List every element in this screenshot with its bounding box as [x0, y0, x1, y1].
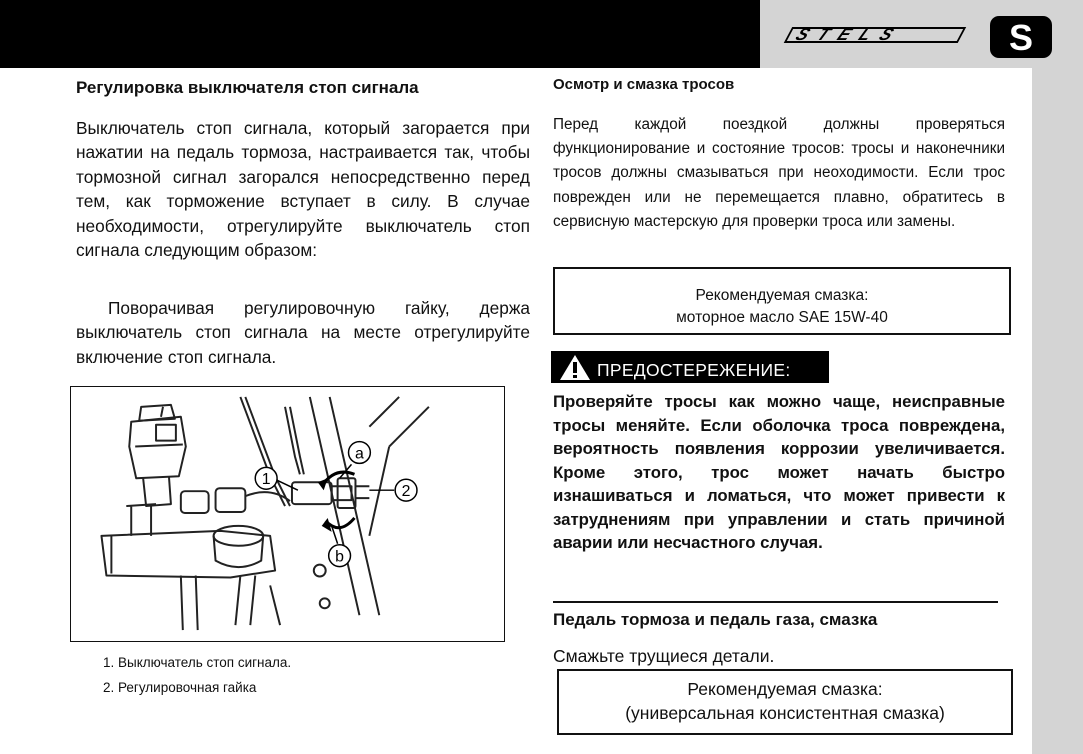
svg-text:STELS: STELS [792, 25, 908, 44]
brake-switch-drawing [71, 387, 504, 641]
warning-banner [551, 351, 829, 383]
pedal-lubrication-paragraph: Смажьте трущиеся детали. [553, 646, 775, 666]
callout-b: b [335, 548, 345, 566]
brand-logo-area [760, 0, 1083, 68]
stels-logo [760, 0, 1083, 68]
callout-2: 2 [401, 483, 411, 501]
brake-switch-paragraph: Выключатель стоп сигнала, который загорается при нажатии на педаль тормоза, настраивается так, чтобы тормозной сигнал загорался непосредственно перед тем, как торможение вступает в силу. В случае необходимости, отрегулируйте выключатель стоп сигнала следующим образом: [76, 118, 530, 261]
callout-1: 1 [261, 471, 271, 489]
lube-box-2-line1: Рекомендуемая смазка: [687, 679, 883, 699]
lube-box-1-line1: Рекомендуемая смазка: [695, 287, 869, 304]
side-strip [1032, 68, 1083, 754]
warning-text: Проверяйте тросы как можно чаще, неисправные тросы меняйте. Если оболочка троса повреждена, вероятность появления коррозии увеличивается. Кроме этого, трос может начать быстро изнашиваться и ломаться, что может привести к затруднениям при управлении и стать причиной аварии или несчастного случая. [553, 392, 1005, 552]
header-bar [0, 0, 760, 68]
cable-inspection-paragraph: Перед каждой поездкой должны проверяться функционирование и состояние тросов: тросы и наконечники тросов должны смазываться при неоходимости. Если трос поврежден или не перемещается плавно, обратитесь в сервисную мастерскую для проверки троса или замены. [553, 116, 1005, 230]
figure-caption-1: 1. Выключатель стоп сигнала. [103, 655, 292, 670]
recommended-lubricant-box-2 [557, 669, 1013, 735]
lube-box-2-line2: (универсальная консистентная смазка) [625, 703, 945, 723]
exclamation-triangle-icon [559, 354, 591, 381]
warning-label: ПРЕДОСТЕРЕЖЕНИЕ: [597, 360, 791, 380]
lube-box-1-line2: моторное масло SAE 15W-40 [676, 309, 888, 326]
figure-caption-2: 2. Регулировочная гайка [103, 680, 257, 695]
brake-switch-instruction: Поворачивая регулировочную гайку, держа выключатель стоп сигнала на месте отрегулируйте включение стоп сигнала. [76, 298, 530, 367]
brake-switch-figure [70, 386, 505, 642]
recommended-lubricant-box-1 [553, 267, 1011, 335]
pedal-lubrication-heading: Педаль тормоза и педаль газа, смазка [553, 610, 878, 629]
callout-a: a [355, 445, 364, 463]
svg-text:S: S [1008, 17, 1034, 58]
stels-s-badge [990, 16, 1052, 58]
brake-switch-heading: Регулировка выключателя стоп сигнала [76, 78, 419, 97]
cable-inspection-heading: Осмотр и смазка тросов [553, 76, 735, 93]
section-divider [553, 601, 998, 603]
